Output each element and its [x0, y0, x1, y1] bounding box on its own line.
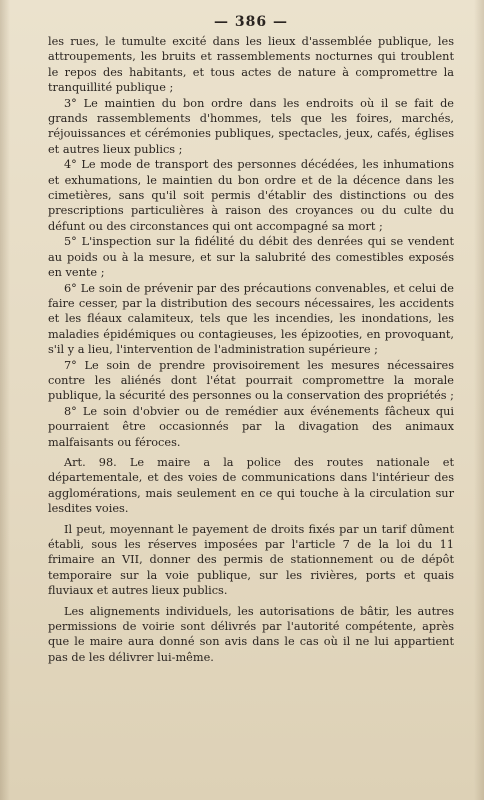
- paragraph-continuation: les rues, le tumulte excité dans les lieux d'assemblée publique, les attroupements, les bruits et rassemblements nocturnes qui troublent le repos des habitants, et tous actes de nature à compromettre la tranquillité publique ;: [48, 35, 454, 95]
- paragraph-item-4: 4° Le mode de transport des personnes décédées, les inhumations et exhumations, le maintien du bon ordre et de la décence dans les cimetières, sans qu'il soit permis d'établir des distinctions ou des prescriptions particulières à raison des croyances ou du culte du défunt ou des circonstances qui ont accompagné sa mort ;: [48, 158, 454, 233]
- paragraph-item-8: 8° Le soin d'obvier ou de remédier aux événements fâcheux qui pourraient être occasionnés par la divagation des animaux malfaisants ou féroces.: [48, 404, 454, 449]
- page-number: — 386 —: [214, 14, 288, 30]
- page-edge-shadow-right: [474, 0, 484, 800]
- paragraph-item-5: 5° L'inspection sur la fidélité du débit des denrées qui se vendent au poids ou à la mesure, et sur la salubrité des comestibles exposés en vente ;: [48, 235, 454, 280]
- paragraph-permits: Il peut, moyennant le payement de droits fixés par un tarif dûment établi, sous les réserves imposées par l'article 7 de la loi du 11 frimaire an VII, donner des permis de stationnement ou de dépôt temporaire sur la voie publique, sur les rivières, ports et quais fluviaux et autres lieux publics.: [48, 522, 454, 598]
- page-edge-shadow-left: [0, 0, 10, 800]
- paragraph-item-3: 3° Le maintien du bon ordre dans les endroits où il se fait de grands rassemblements d'hommes, tels que les foires, marchés, réjouissances et cérémonies publiques, spectacles, jeux, cafés, églises et autres lieux publics ;: [48, 96, 454, 156]
- paragraph-alignments: Les alignements individuels, les autorisations de bâtir, les autres permissions de voirie sont délivrés par l'autorité compétente, après que le maire aura donné son avis dans le cas où il ne lui appartient pas de les délivrer lui-même.: [48, 604, 454, 664]
- paragraph-item-6: 6° Le soin de prévenir par des précautions convenables, et celui de faire cesser, par la distribution des secours nécessaires, les accidents et les fléaux calamiteux, tels que les incendies, les inondations, les maladies épidémiques ou contagieuses, les épizooties, en provoquant, s'il y a lieu, l'intervention de l'administration supérieure ;: [48, 281, 454, 357]
- paragraph-item-7: 7° Le soin de prendre provisoirement les mesures nécessaires contre les aliénés dont l'état pourrait compromettre la morale publique, la sécurité des personnes ou la conservation des propriétés ;: [48, 358, 454, 403]
- paragraph-article-98: Art. 98. Le maire a la police des routes nationale et départementale, et des voies de communications dans l'intérieur des agglomérations, mais seulement en ce qui touche à la circulation sur lesdites voies.: [48, 455, 454, 516]
- page-body: [48, 34, 454, 665]
